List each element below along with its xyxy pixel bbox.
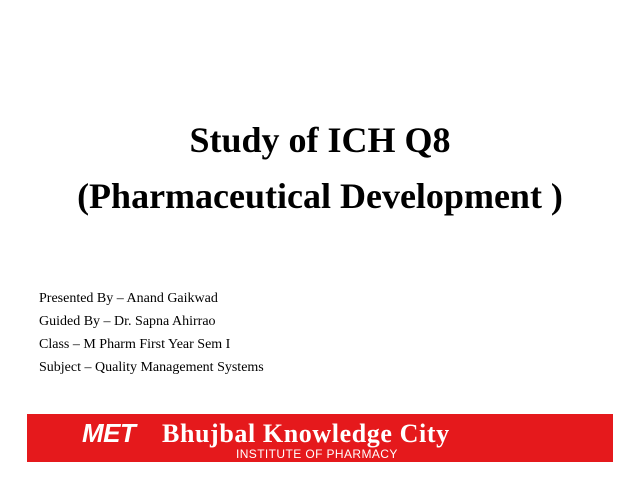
- class-text: Class – M Pharm First Year Sem I: [39, 337, 231, 352]
- banner-institution-name: Bhujbal Knowledge City: [162, 419, 450, 448]
- title-line-2: (Pharmaceutical Development ): [77, 176, 563, 216]
- guided-by-text: Guided By – Dr. Sapna Ahirrao: [39, 314, 216, 329]
- institute-banner: [27, 414, 613, 462]
- presenter-details: [39, 287, 599, 379]
- presented-by-text: Presented By – Anand Gaikwad: [39, 291, 218, 306]
- subject-text: Subject – Quality Management Systems: [39, 360, 264, 375]
- title-line-1: Study of ICH Q8: [189, 120, 451, 160]
- banner-subtitle: INSTITUTE OF PHARMACY: [236, 447, 398, 461]
- slide-title: [0, 112, 640, 224]
- met-logo: MET: [82, 418, 136, 448]
